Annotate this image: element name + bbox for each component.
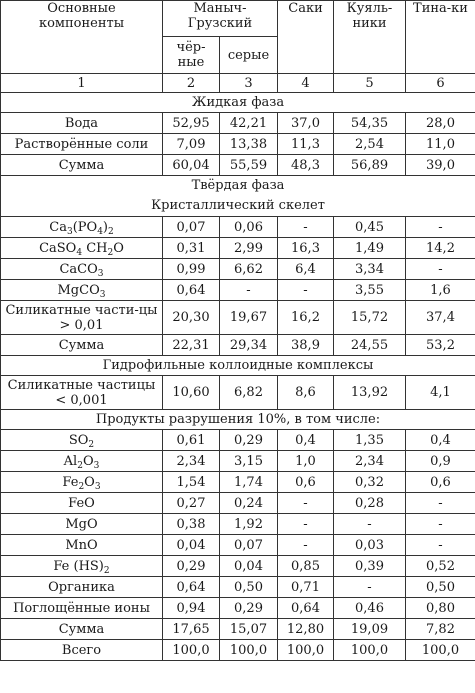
cell-value: 0,04 — [163, 535, 220, 556]
cell-value: 37,4 — [406, 301, 475, 335]
header-kuyalnik: Куяль-ники — [334, 1, 406, 74]
cell-value: 100,0 — [278, 640, 334, 661]
cell-value: 100,0 — [334, 640, 406, 661]
cell-value: 39,0 — [406, 155, 475, 176]
cell-value: 42,21 — [220, 113, 278, 134]
cell-value: 11,0 — [406, 134, 475, 155]
cell-value: 0,29 — [220, 598, 278, 619]
cell-value: 0,9 — [406, 451, 475, 472]
cell-value: 0,61 — [163, 430, 220, 451]
cell-value: 0,46 — [334, 598, 406, 619]
cell-value: 20,30 — [163, 301, 220, 335]
cell-value: 2,34 — [163, 451, 220, 472]
row-label: Сумма — [1, 619, 163, 640]
cell-value: 0,27 — [163, 493, 220, 514]
column-number-row — [1, 74, 475, 93]
section-title-row — [1, 356, 475, 376]
row-label: CaCO$_3$ — [1, 259, 163, 280]
cell-value: 37,0 — [278, 113, 334, 134]
cell-value: 0,31 — [163, 238, 220, 259]
table-row — [1, 238, 475, 259]
cell-value: 0,03 — [334, 535, 406, 556]
cell-value: 0,29 — [163, 556, 220, 577]
cell-value: 0,6 — [406, 472, 475, 493]
cell-value: 0,39 — [334, 556, 406, 577]
row-label: Сумма — [1, 335, 163, 356]
cell-value: 0,07 — [163, 217, 220, 238]
cell-value: - — [278, 535, 334, 556]
cell-value: 100,0 — [220, 640, 278, 661]
cell-value: 1,35 — [334, 430, 406, 451]
row-label: Поглощённые ионы — [1, 598, 163, 619]
cell-value: 55,59 — [220, 155, 278, 176]
cell-value: 0,04 — [220, 556, 278, 577]
cell-value: 29,34 — [220, 335, 278, 356]
cell-value: - — [406, 217, 475, 238]
table-row — [1, 556, 475, 577]
cell-value: 60,04 — [163, 155, 220, 176]
header-tinaki: Тина-ки — [406, 1, 475, 74]
cell-value: 0,28 — [334, 493, 406, 514]
cell-value: 2,54 — [334, 134, 406, 155]
cell-value: 0,80 — [406, 598, 475, 619]
cell-value: 0,6 — [278, 472, 334, 493]
cell-value: 1,6 — [406, 280, 475, 301]
table-row — [1, 619, 475, 640]
section-title-text: Твёрдая фаза — [191, 178, 285, 193]
cell-value: 0,71 — [278, 577, 334, 598]
row-label: $Fe_2O_3$ — [1, 472, 163, 493]
cell-value: 0,4 — [278, 430, 334, 451]
row-label: Fe $(HS)_2$ — [1, 556, 163, 577]
table-row — [1, 535, 475, 556]
cell-value: - — [406, 493, 475, 514]
cell-value: 0,85 — [278, 556, 334, 577]
cell-value: - — [278, 217, 334, 238]
cell-value: 7,82 — [406, 619, 475, 640]
cell-value: 3,55 — [334, 280, 406, 301]
table-row — [1, 134, 475, 155]
cell-value: 16,2 — [278, 301, 334, 335]
cell-value: 7,09 — [163, 134, 220, 155]
row-label: Растворённые соли — [1, 134, 163, 155]
cell-value: 48,3 — [278, 155, 334, 176]
cell-value: 0,24 — [220, 493, 278, 514]
column-number: 4 — [278, 74, 334, 93]
cell-value: 19,09 — [334, 619, 406, 640]
row-label: CaSO$_4$ $CH_2O$ — [1, 238, 163, 259]
row-label: Сумма — [1, 155, 163, 176]
row-label: MgO — [1, 514, 163, 535]
row-label: Всего — [1, 640, 163, 661]
column-number: 6 — [406, 74, 475, 93]
column-number: 1 — [1, 74, 163, 93]
cell-value: 0,29 — [220, 430, 278, 451]
section-subtitle: Кристаллический скелет — [151, 198, 325, 213]
table-row — [1, 640, 475, 661]
row-label: Вода — [1, 113, 163, 134]
table-row — [1, 451, 475, 472]
cell-value: 10,60 — [163, 376, 220, 410]
table-row — [1, 335, 475, 356]
table-row — [1, 259, 475, 280]
cell-value: 8,6 — [278, 376, 334, 410]
header-black: чёр-ные — [163, 37, 220, 74]
section-title: Гидрофильные коллоидные комплексы — [1, 356, 475, 376]
table-row — [1, 376, 475, 410]
section-title-row — [1, 93, 475, 113]
section-title — [1, 176, 475, 217]
table-row — [1, 155, 475, 176]
cell-value: 17,65 — [163, 619, 220, 640]
cell-value: - — [220, 280, 278, 301]
cell-value: 1,0 — [278, 451, 334, 472]
row-label: $SO_2$ — [1, 430, 163, 451]
cell-value: 0,52 — [406, 556, 475, 577]
cell-value: 13,38 — [220, 134, 278, 155]
row-label: Силикатные части-цы > 0,01 — [1, 301, 163, 335]
cell-value: 24,55 — [334, 335, 406, 356]
cell-value: 0,38 — [163, 514, 220, 535]
cell-value: - — [334, 514, 406, 535]
section-title-row — [1, 410, 475, 430]
cell-value: - — [278, 280, 334, 301]
section-title-row — [1, 176, 475, 217]
row-label: Силикатные частицы < 0,001 — [1, 376, 163, 410]
cell-value: 4,1 — [406, 376, 475, 410]
cell-value: 54,35 — [334, 113, 406, 134]
cell-value: 0,64 — [163, 280, 220, 301]
cell-value: 15,72 — [334, 301, 406, 335]
cell-value: 3,15 — [220, 451, 278, 472]
cell-value: - — [334, 577, 406, 598]
cell-value: 1,54 — [163, 472, 220, 493]
cell-value: 0,32 — [334, 472, 406, 493]
cell-value: 12,80 — [278, 619, 334, 640]
cell-value: 0,50 — [220, 577, 278, 598]
table-row — [1, 217, 475, 238]
cell-value: 22,31 — [163, 335, 220, 356]
row-label: $Al_2O_3$ — [1, 451, 163, 472]
cell-value: 0,06 — [220, 217, 278, 238]
section-title: Продукты разрушения 10%, в том числе: — [1, 410, 475, 430]
cell-value: - — [278, 514, 334, 535]
cell-value: 19,67 — [220, 301, 278, 335]
cell-value: 38,9 — [278, 335, 334, 356]
cell-value: 28,0 — [406, 113, 475, 134]
cell-value: 6,82 — [220, 376, 278, 410]
cell-value: 0,4 — [406, 430, 475, 451]
table-row — [1, 301, 475, 335]
cell-value: - — [406, 535, 475, 556]
cell-value: 100,0 — [163, 640, 220, 661]
row-label: $Ca_3(PO_4)_2$ — [1, 217, 163, 238]
cell-value: 56,89 — [334, 155, 406, 176]
cell-value: 2,34 — [334, 451, 406, 472]
cell-value: 0,64 — [278, 598, 334, 619]
row-label: FeO — [1, 493, 163, 514]
cell-value: - — [278, 493, 334, 514]
cell-value: 16,3 — [278, 238, 334, 259]
cell-value: 15,07 — [220, 619, 278, 640]
cell-value: 1,92 — [220, 514, 278, 535]
column-number: 5 — [334, 74, 406, 93]
cell-value: 0,64 — [163, 577, 220, 598]
cell-value: 53,2 — [406, 335, 475, 356]
cell-value: 11,3 — [278, 134, 334, 155]
cell-value: 1,74 — [220, 472, 278, 493]
cell-value: 2,99 — [220, 238, 278, 259]
section-title: Жидкая фаза — [1, 93, 475, 113]
header-row — [1, 1, 475, 37]
row-label: Органика — [1, 577, 163, 598]
header-components: Основные компоненты — [1, 1, 163, 74]
table-row — [1, 430, 475, 451]
cell-value: 14,2 — [406, 238, 475, 259]
table-row — [1, 280, 475, 301]
cell-value: - — [406, 514, 475, 535]
cell-value: 1,49 — [334, 238, 406, 259]
cell-value: 52,95 — [163, 113, 220, 134]
table-row — [1, 514, 475, 535]
table-row — [1, 577, 475, 598]
cell-value: 100,0 — [406, 640, 475, 661]
cell-value: 6,62 — [220, 259, 278, 280]
column-number: 2 — [163, 74, 220, 93]
row-label: MgCO$_3$ — [1, 280, 163, 301]
header-saki: Саки — [278, 1, 334, 74]
cell-value: 0,94 — [163, 598, 220, 619]
table-row — [1, 493, 475, 514]
cell-value: 0,99 — [163, 259, 220, 280]
cell-value: 6,4 — [278, 259, 334, 280]
cell-value: - — [406, 259, 475, 280]
table-row — [1, 598, 475, 619]
cell-value: 13,92 — [334, 376, 406, 410]
table-row — [1, 113, 475, 134]
cell-value: 0,07 — [220, 535, 278, 556]
column-number: 3 — [220, 74, 278, 93]
header-manych: Маныч-Грузский — [163, 1, 278, 37]
row-label: MnO — [1, 535, 163, 556]
header-grey: серые — [220, 37, 278, 74]
cell-value: 0,50 — [406, 577, 475, 598]
cell-value: 3,34 — [334, 259, 406, 280]
table-row — [1, 472, 475, 493]
cell-value: 0,45 — [334, 217, 406, 238]
